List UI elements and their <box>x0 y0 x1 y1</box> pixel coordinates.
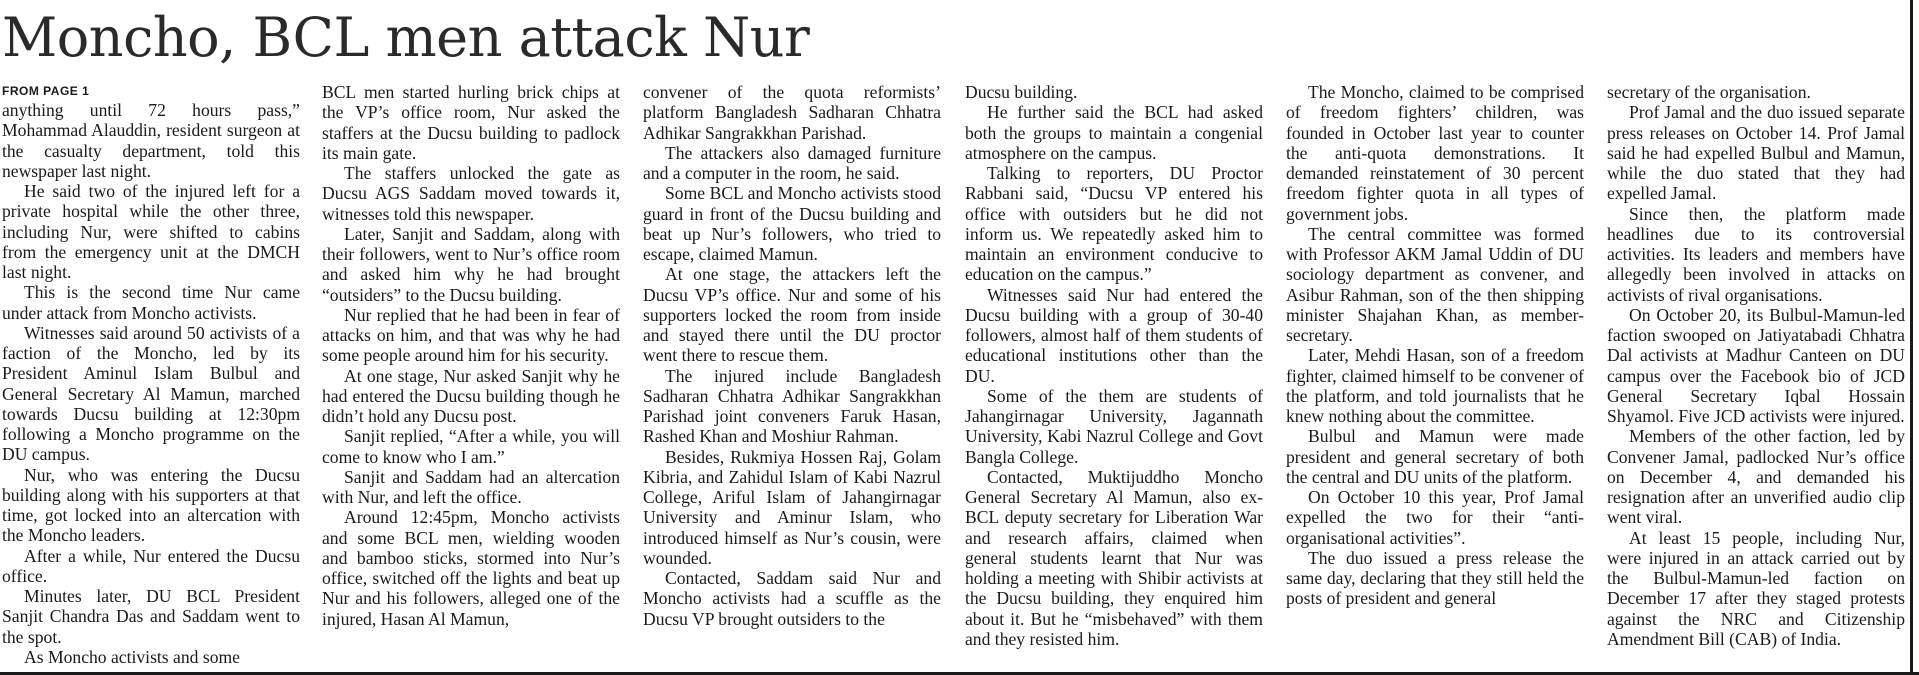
article-paragraph: The central committee was formed with Professor AKM Jamal Uddin of DU sociology department as convener, and Asibur Rahman, son of the then shipping minister Shajahan Khan, as member-secretary. <box>1286 223 1584 345</box>
article-paragraph: At least 15 people, including Nur, were injured in an attack carried out by the Bulbul-Mamun-led faction on December 17 after they staged protests against the NRC and Citizenship Amendment Bill (CAB) of India. <box>1607 527 1905 649</box>
article-column-2 <box>322 82 620 674</box>
article-paragraph: Some of the them are students of Jahangirnagar University, Jagannath University, Kabi Nazrul College and Govt Bangla College. <box>965 385 1263 467</box>
article-paragraph: The Moncho, claimed to be comprised of freedom fighters’ children, was founded in October last year to counter the anti-quota demonstrations. It demanded reinstatement of 30 percent freedom fighter quota in all types of government jobs. <box>1286 82 1584 224</box>
article-paragraph: convener of the quota reformists’ platform Bangladesh Sadharan Chhatra Adhikar Sangrakkhan Parishad. <box>643 82 941 143</box>
article-paragraph: Later, Mehdi Hasan, son of a freedom fighter, claimed himself to be convener of the platform, and told journalists that he knew nothing about the committee. <box>1286 345 1584 426</box>
article-paragraph: Around 12:45pm, Moncho activists and some BCL men, wielding wooden and bamboo sticks, stormed into Nur’s office, switched off the lights and beat up Nur and his followers, alleged one of the injured, Hasan Al Mamun, <box>322 507 620 629</box>
article-column-5 <box>1286 82 1584 674</box>
article-column-1 <box>2 100 300 674</box>
article-paragraph: Besides, Rukmiya Hossen Raj, Golam Kibria, and Zahidul Islam of Kabi Nazrul College, Ariful Islam of Jahangirnagar University and Aminur Islam, who introduced himself as Nur’s cousin, were wounded. <box>643 446 941 568</box>
article-paragraph: Prof Jamal and the duo issued separate press releases on October 14. Prof Jamal said he had expelled Bulbul and Mamun, while the duo stated that they had expelled Jamal. <box>1607 102 1905 204</box>
article-paragraph: The injured include Bangladesh Sadharan Chhatra Adhikar Sangrakkhan Parishad joint conveners Faruk Hasan, Rashed Khan and Moshiur Rahman. <box>643 365 941 447</box>
article-paragraph: Since then, the platform made headlines due to its controversial activities. Its leaders and members have allegedly been involved in attacks on activists of rival organisations. <box>1607 203 1905 305</box>
article-paragraph: The staffers unlocked the gate as Ducsu AGS Saddam moved towards it, witnesses told this newspaper. <box>322 163 620 224</box>
article-paragraph: Later, Sanjit and Saddam, along with their followers, went to Nur’s office room and asked him why he had brought “outsiders” to the Ducsu building. <box>322 223 620 305</box>
headline: Moncho, BCL men attack Nur <box>2 6 810 69</box>
article-paragraph: anything until 72 hours pass,” Mohammad Alauddin, resident surgeon at the casualty department, told this newspaper last night. <box>2 100 300 181</box>
article-paragraph: The duo issued a press release the same day, declaring that they still held the posts of president and general <box>1286 547 1584 609</box>
article-paragraph: He said two of the injured left for a private hospital while the other three, including Nur, were shifted to cabins from the emergency unit at the DMCH last night. <box>2 181 300 282</box>
article-paragraph: Nur, who was entering the Ducsu building along with his supporters at that time, got locked into an altercation with the Moncho leaders. <box>2 464 300 546</box>
article-paragraph: He further said the BCL had asked both the groups to maintain a congenial atmosphere on the campus. <box>965 102 1263 163</box>
article-paragraph: Nur replied that he had been in fear of attacks on him, and that was why he had some people around him for his security. <box>322 304 620 366</box>
article-paragraph: This is the second time Nur came under attack from Moncho activists. <box>2 282 300 323</box>
article-column-6 <box>1607 82 1905 674</box>
article-paragraph: Some BCL and Moncho activists stood guard in front of the Ducsu building and beat up Nur’s followers, who tried to escape, claimed Mamun. <box>643 183 941 264</box>
article-column-3 <box>643 82 941 674</box>
article-paragraph: Witnesses said Nur had entered the Ducsu building with a group of 30-40 followers, almost half of them students of educational institutions other than the DU. <box>965 284 1263 386</box>
article-paragraph: After a while, Nur entered the Ducsu office. <box>2 545 300 586</box>
article-paragraph: BCL men started hurling brick chips at the VP’s office room, Nur asked the staffers at the Ducsu building to padlock its main gate. <box>322 82 620 163</box>
article-paragraph: Contacted, Muktijuddho Moncho General Secretary Al Mamun, also ex-BCL deputy secretary for Liberation War and research affairs, claimed when general students learnt that Nur was holding a meeting with Shibir activists at the Ducsu building, they enquired him about it. But he “misbehaved” with them and they resisted him. <box>965 466 1263 649</box>
article-paragraph: The attackers also damaged furniture and a computer in the room, he said. <box>643 142 941 183</box>
article-paragraph: Bulbul and Mamun were made president and general secretary of both the central and DU units of the platform. <box>1286 426 1584 487</box>
article-paragraph: Witnesses said around 50 activists of a faction of the Moncho, led by its President Aminul Islam Bulbul and General Secretary Al Mamun, marched towards Ducsu building at 12:30pm following a Moncho programme on the DU campus. <box>2 322 300 465</box>
article-column-4 <box>965 82 1263 674</box>
article-paragraph: Members of the other faction, led by Convener Jamal, padlocked Nur’s office on December 4, and demanded his resignation after an unverified audio clip went viral. <box>1607 426 1905 528</box>
article-paragraph: Minutes later, DU BCL President Sanjit Chandra Das and Saddam went to the spot. <box>2 586 300 647</box>
article-paragraph: At one stage, the attackers left the Ducsu VP’s office. Nur and some of his supporters locked the room from inside and stayed there until the DU proctor went there to rescue them. <box>643 264 941 366</box>
article-paragraph: Talking to reporters, DU Proctor Rabbani said, “Ducsu VP entered his office with outsiders but he did not inform us. We repeatedly asked him to maintain an environment conducive to education on the campus.” <box>965 163 1263 285</box>
right-border-rule <box>1910 0 1913 675</box>
article-paragraph: Sanjit and Saddam had an altercation with Nur, and left the office. <box>322 466 620 507</box>
article-paragraph: On October 10 this year, Prof Jamal expelled the two for their “anti-organisational activities”. <box>1286 487 1584 548</box>
article-paragraph: Ducsu building. <box>965 82 1078 102</box>
article-paragraph: Contacted, Saddam said Nur and Moncho activists had a scuffle as the Ducsu VP brought outsiders to the <box>643 568 941 629</box>
article-paragraph: As Moncho activists and some <box>24 646 240 667</box>
continued-from-label: FROM PAGE 1 <box>2 84 90 98</box>
article-paragraph: Sanjit replied, “After a while, you will come to know who I am.” <box>322 426 620 467</box>
article-paragraph: At one stage, Nur asked Sanjit why he had entered the Ducsu building though he didn’t hold any Ducsu post. <box>322 365 620 426</box>
article-paragraph: secretary of the organisation. <box>1607 82 1811 102</box>
article-paragraph: On October 20, its Bulbul-Mamun-led faction swooped on Jatiyatabadi Chhatra Dal activists at Madhur Canteen on DU campus over the Facebook bio of JCD General Secretary Iqbal Hossain Shyamol. Five JCD activists were injured. <box>1607 304 1905 426</box>
